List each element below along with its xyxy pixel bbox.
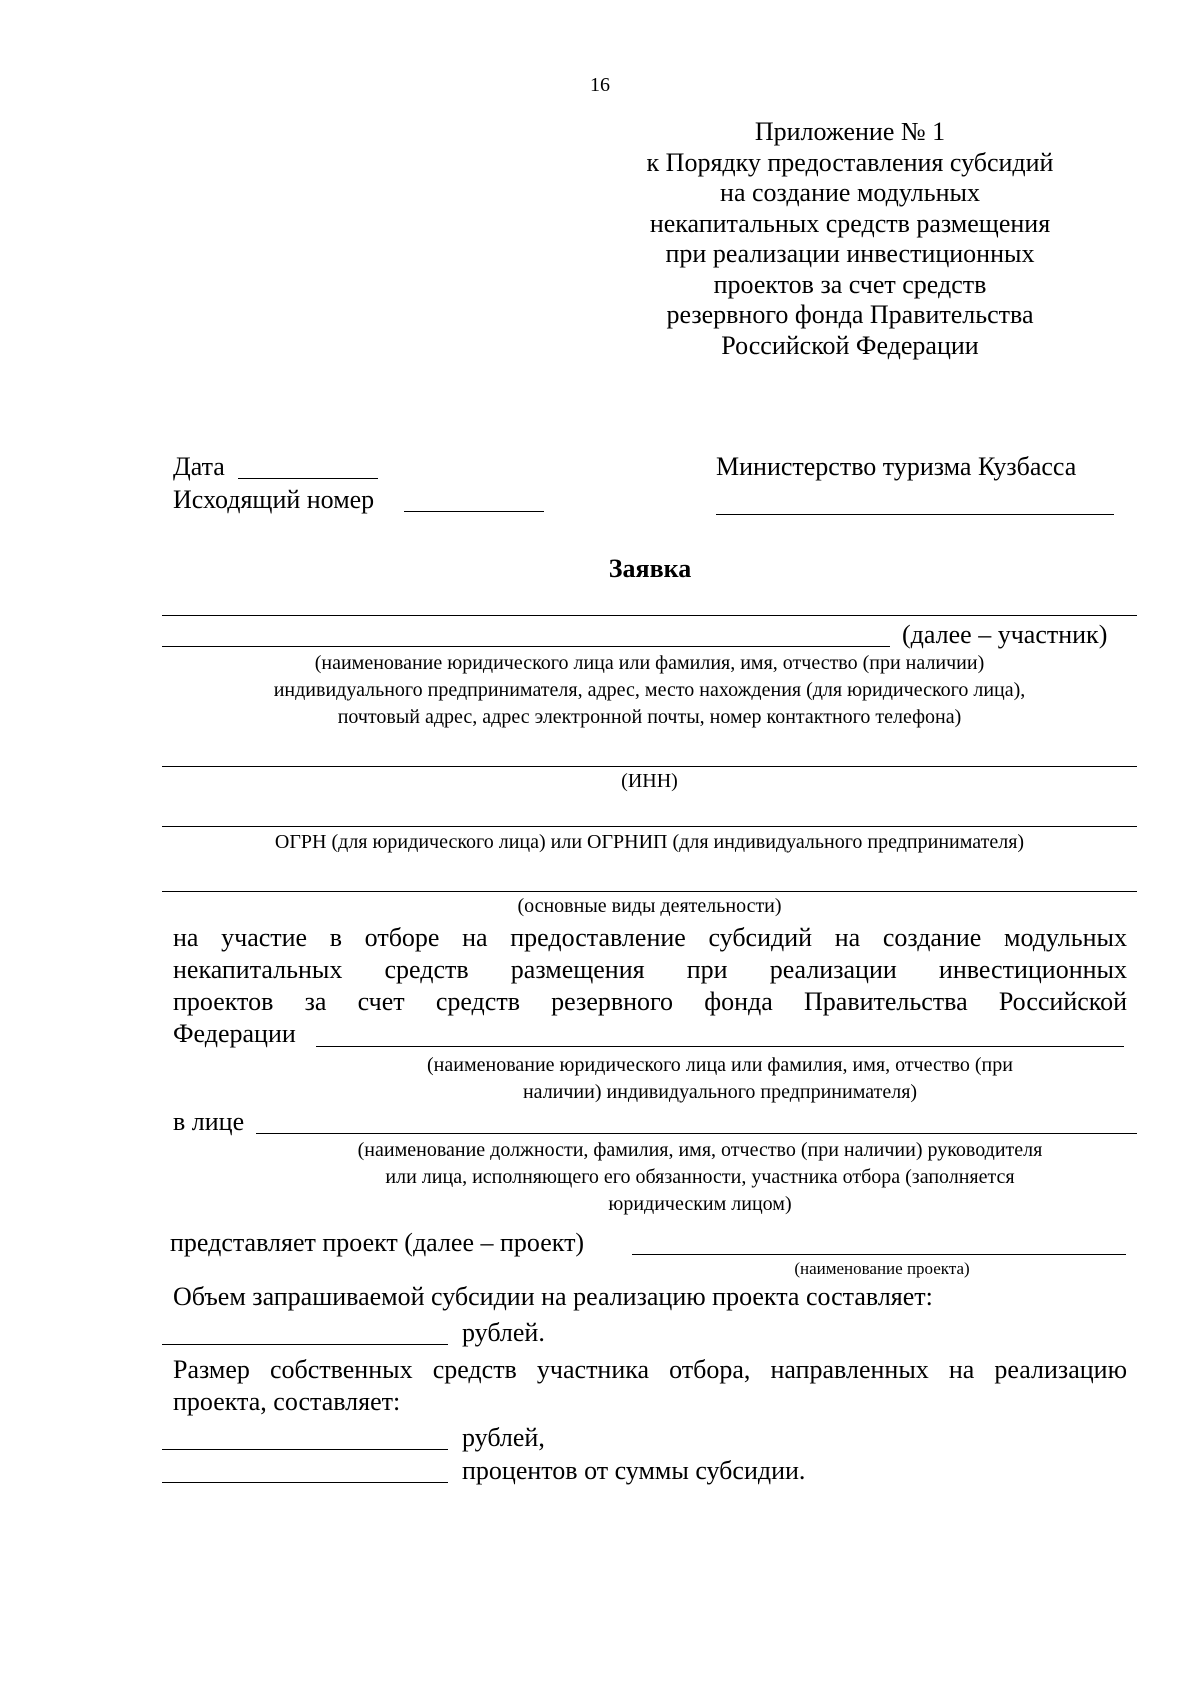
ogrn-field[interactable] (162, 826, 1137, 827)
caption-line: юридическим лицом) (608, 1193, 792, 1215)
head-person-field[interactable] (256, 1133, 1137, 1134)
paragraph-line: Размер собственных средств участника отбора, направленных на реализацию (173, 1355, 1127, 1384)
paragraph-line: проектов за счет средств резервного фонда Правительства Российской (173, 987, 1127, 1016)
participant-suffix: (далее – участник) (902, 620, 1108, 649)
appendix-line: резервного фонда Правительства (666, 300, 1034, 329)
own-funds-rubles-field[interactable] (162, 1449, 448, 1450)
ogrn-caption: ОГРН (для юридического лица) или ОГРНИП (для индивидуального предпринимателя) (274, 831, 1025, 853)
caption-line: (наименование юридического лица или фамилия, имя, отчество (при наличии) (314, 652, 985, 674)
in-person-label: в лице (173, 1107, 245, 1136)
percent-label: процентов от суммы субсидии. (462, 1456, 806, 1485)
head-person-caption (260, 1137, 1140, 1218)
date-label: Дата (173, 452, 225, 481)
participant-field-line-1[interactable] (162, 615, 1137, 616)
appendix-line: Российской Федерации (721, 330, 979, 360)
own-funds-percent-field[interactable] (162, 1482, 448, 1483)
applicant-name-caption (320, 1052, 1120, 1106)
caption-line: или лица, исполняющего его обязанности, участника отбора (заполняется (385, 1166, 1015, 1188)
participant-caption (162, 650, 1137, 731)
date-field[interactable] (238, 478, 378, 479)
inn-field[interactable] (162, 766, 1137, 767)
subsidy-amount-text: Объем запрашиваемой субсидии на реализацию проекта составляет: (173, 1282, 933, 1311)
own-funds-paragraph (173, 1354, 1127, 1386)
paragraph-line: некапитальных средств размещения при реализации инвестиционных (173, 955, 1127, 984)
ministry-name: Министерство туризма Кузбасса (716, 452, 1077, 481)
appendix-line: при реализации инвестиционных (665, 239, 1035, 268)
caption-line: (наименование должности, фамилия, имя, отчество (при наличии) руководителя (357, 1139, 1043, 1161)
ministry-extra-field[interactable] (716, 514, 1114, 515)
participant-field-line-2[interactable] (162, 646, 890, 647)
inn-caption: (ИНН) (621, 770, 678, 792)
caption-line: (наименование юридического лица или фамилия, имя, отчество (при (427, 1054, 1013, 1076)
caption-line: наличии) индивидуального предпринимателя) (522, 1081, 918, 1103)
caption-line: почтовый адрес, адрес электронной почты, номер контактного телефона) (337, 706, 962, 728)
federation-word: Федерации (173, 1019, 296, 1048)
appendix-line: проектов за счет средств (713, 269, 987, 299)
appendix-line: некапитальных средств размещения (649, 208, 1051, 238)
rubles-label-2: рублей, (462, 1423, 545, 1452)
applicant-name-field[interactable] (316, 1046, 1124, 1047)
subsidy-amount-field[interactable] (162, 1344, 448, 1345)
own-funds-line-2: проекта, составляет: (173, 1387, 401, 1416)
appendix-line: к Порядку предоставления субсидий (646, 147, 1054, 177)
project-label: представляет проект (далее – проект) (170, 1228, 585, 1257)
document-title: Заявка (608, 554, 692, 583)
participation-paragraph (173, 922, 1127, 1018)
paragraph-line: на участие в отборе на предоставление субсидий на создание модульных (173, 923, 1127, 952)
outgoing-number-label: Исходящий номер (173, 485, 375, 514)
appendix-block (600, 117, 1100, 361)
activity-caption: (основные виды деятельности) (517, 895, 782, 917)
project-caption: (наименование проекта) (794, 1259, 970, 1278)
outgoing-number-field[interactable] (404, 511, 544, 512)
project-name-field[interactable] (632, 1254, 1126, 1255)
activity-field[interactable] (162, 891, 1137, 892)
rubles-label-1: рублей. (462, 1318, 545, 1347)
appendix-line: на создание модульных (720, 178, 980, 207)
caption-line: индивидуального предпринимателя, адрес, место нахождения (для юридического лица), (273, 679, 1026, 701)
page-number: 16 (590, 74, 610, 96)
appendix-line: Приложение № 1 (754, 117, 946, 146)
